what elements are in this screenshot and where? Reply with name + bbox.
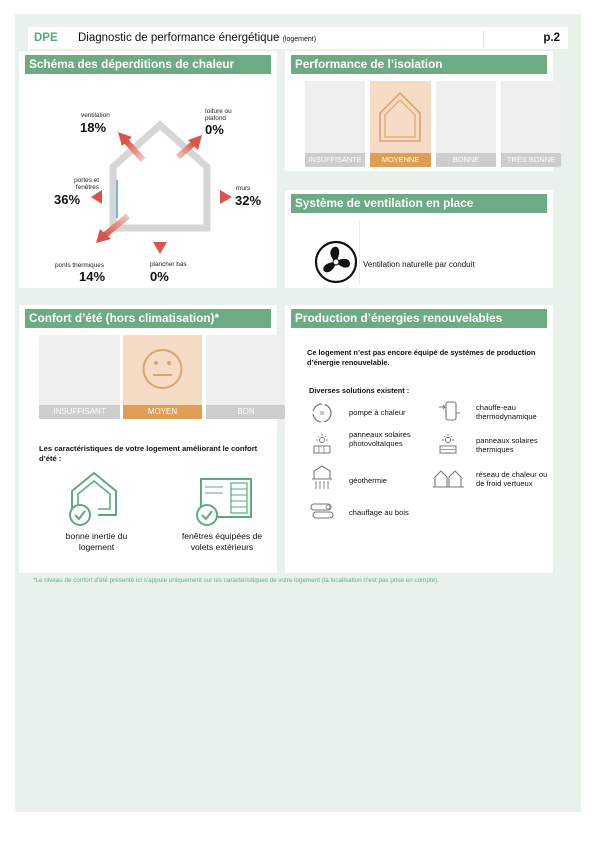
- shutters-icon: [195, 477, 255, 529]
- solar-panel-icon: [311, 433, 333, 455]
- solution-geothermal: géothermie: [349, 476, 387, 485]
- wood-heating-icon: [309, 501, 335, 521]
- insulation-panel: [285, 51, 556, 171]
- insulation-title: Performance de l’isolation: [291, 55, 547, 74]
- title-qualifier: (logement): [282, 36, 317, 43]
- roof-value: 0%: [205, 122, 224, 137]
- walls-value: 32%: [235, 193, 262, 208]
- comfort-features-subtitle: Les caractéristiques de votre logement améliorant le confort d’été :: [39, 444, 258, 463]
- ventilation-label: ventilation: [81, 112, 110, 119]
- doors-value: 36%: [54, 192, 81, 207]
- ventilation-system: Ventilation naturelle par conduit: [363, 260, 475, 269]
- thermal-bridges-value: 14%: [79, 269, 106, 284]
- heat-pump-icon: [311, 402, 333, 424]
- ventilation-panel: [285, 190, 553, 288]
- walls-label: murs: [236, 185, 251, 192]
- solution-photovoltaic: panneaux solaires photovoltaïques: [349, 430, 411, 448]
- heat-network-icon: [433, 467, 465, 491]
- insulation-level-good: BONNE: [436, 81, 496, 167]
- svg-text:W: W: [319, 411, 325, 417]
- insulation-level-insufficient: INSUFFISANTE: [305, 81, 365, 167]
- summer-comfort-panel: [19, 305, 277, 573]
- comfort-level-medium: MOYEN: [123, 335, 202, 419]
- heat-loss-title: Schéma des déperditions de chaleur: [25, 55, 271, 74]
- geothermal-icon: [311, 465, 335, 491]
- inertia-house-icon: [66, 471, 122, 527]
- house-icon: [370, 81, 431, 153]
- solutions-subtitle: Diverses solutions existent :: [309, 386, 410, 395]
- insulation-level-very-good: TRÈS BONNE: [501, 81, 561, 167]
- solution-solar-thermal: panneaux solaires thermiques: [476, 436, 538, 454]
- thermal-bridges-label: ponts thermiques: [55, 262, 105, 269]
- comfort-level-good: BON: [206, 335, 286, 419]
- document-title: Diagnostic de performance énergétique (logement): [78, 32, 317, 44]
- solution-wood-heating: chauffage au bois: [349, 508, 409, 517]
- water-heater-icon: [437, 399, 461, 423]
- renewable-production-title: Production d’énergies renouvelables: [291, 309, 547, 328]
- solution-heat-pump: pompe à chaleur: [349, 408, 406, 417]
- insulation-level-medium: MOYENNE: [370, 81, 431, 167]
- page-number: p.2: [543, 32, 560, 44]
- renewable-production-panel: [285, 305, 553, 573]
- summer-comfort-title: Confort d’été (hors climatisation)*: [25, 309, 271, 328]
- floor-label: plancher bas: [150, 261, 187, 268]
- solution-heat-network: réseau de chaleur ou de froid vertueux: [476, 470, 548, 488]
- production-intro: Ce logement n’est pas encore équipé de systèmes de production d’énergie renouvelable.: [307, 348, 536, 367]
- solar-thermal-icon: [437, 433, 459, 455]
- solution-water-heater: chauffe-eau thermodynamique: [476, 403, 537, 421]
- fan-icon: [314, 240, 358, 284]
- ventilation-title: Système de ventilation en place: [291, 194, 547, 213]
- neutral-face-icon: [123, 335, 202, 405]
- ventilation-divider: [359, 220, 360, 284]
- feature-shutters: fenêtres équipées de volets extérieurs: [181, 531, 263, 552]
- dpe-label: DPE: [34, 32, 58, 44]
- roof-label: toiture ou plafond: [205, 108, 232, 122]
- feature-inertia: bonne inertie du logement: [65, 531, 128, 552]
- doors-label: portes et fenêtres: [74, 177, 99, 191]
- comfort-level-insufficient: INSUFFISANT: [39, 335, 120, 419]
- floor-value: 0%: [150, 269, 169, 284]
- ventilation-value: 18%: [80, 120, 107, 135]
- footnote: *Le niveau de confort d’été présenté ici s’appuie uniquement sur les caractéristiques de votre logement (la localisation n’est pas prise en compte).: [33, 577, 440, 584]
